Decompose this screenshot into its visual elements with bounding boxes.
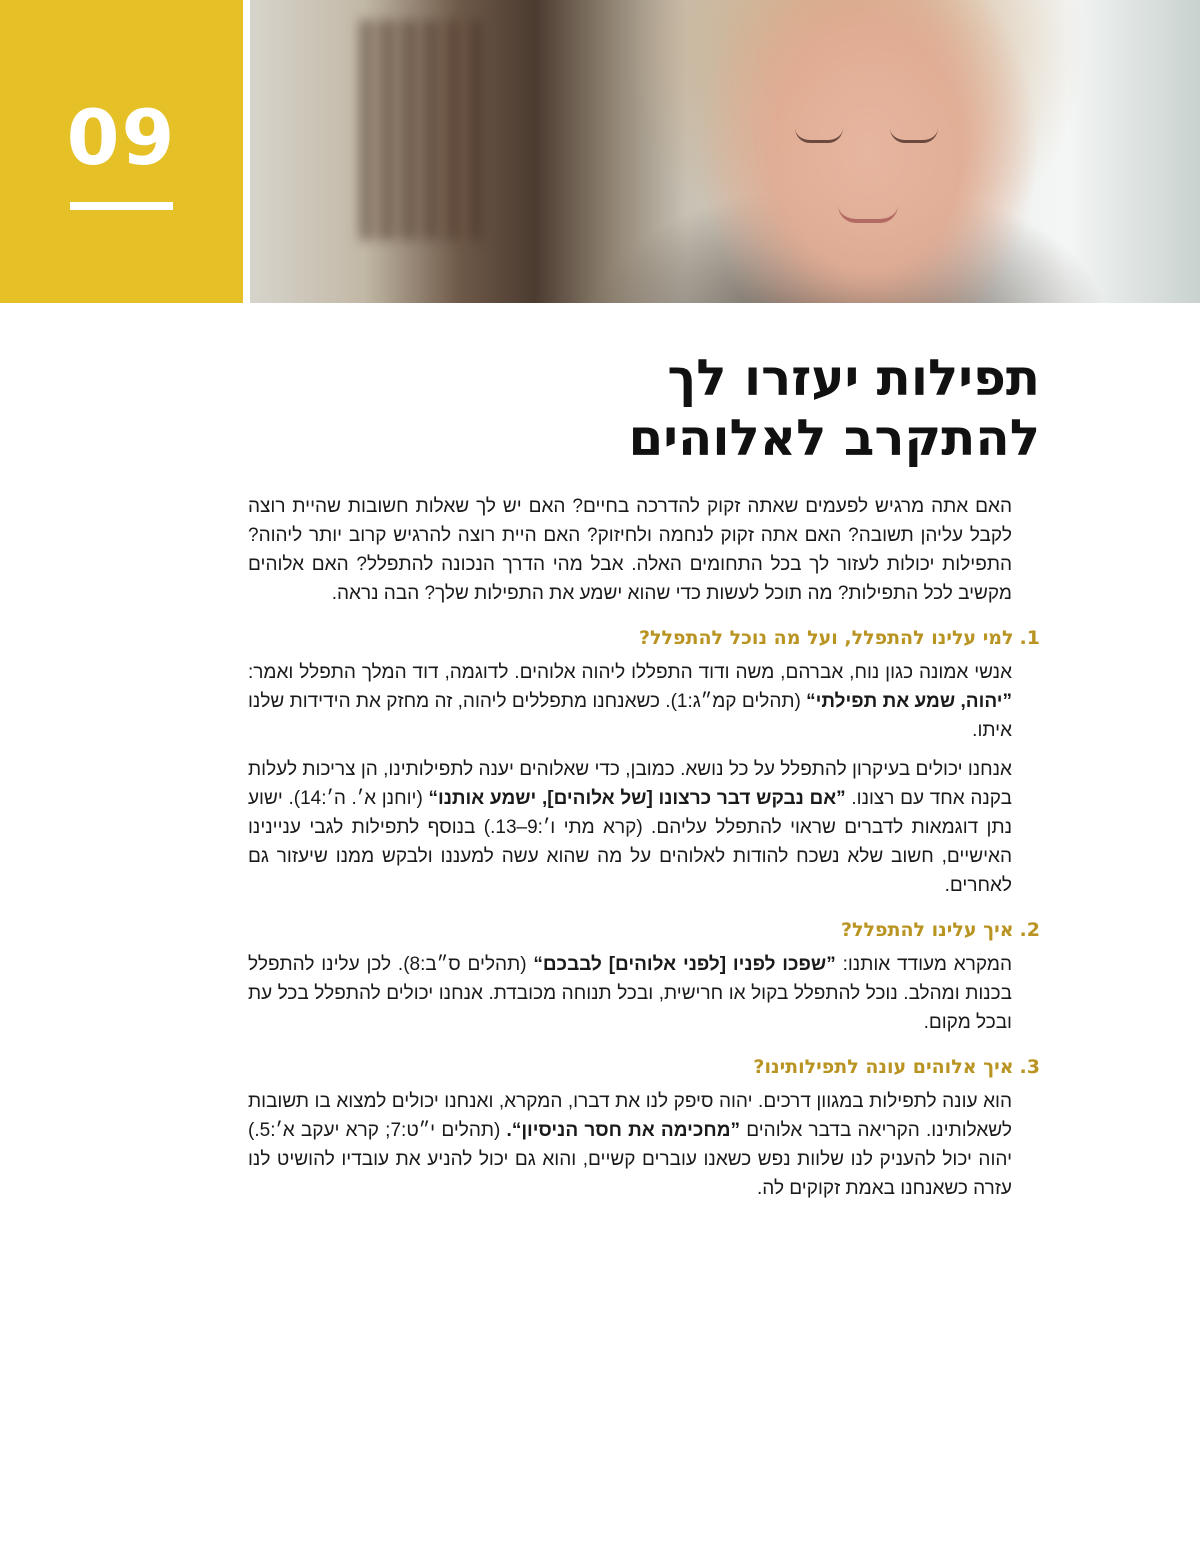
section-2-paragraph-1 <box>248 950 1040 1037</box>
chapter-underline <box>70 202 173 210</box>
chapter-number: 09 <box>66 93 177 182</box>
left-eye <box>795 128 843 143</box>
text: המקרא מעודד אותנו: <box>835 954 1012 975</box>
title-line-1: תפילות יעזרו לך <box>667 349 1040 407</box>
text: אנשי אמונה כגון נוח, אברהם, משה ודוד התפללו ליהוה אלוהים. לדוגמה, דוד המלך התפלל ואמר: <box>248 662 1012 683</box>
section-2-number: 2. <box>1019 919 1040 941</box>
section-2-title <box>248 916 1040 944</box>
section-3-number: 3. <box>1019 1056 1040 1078</box>
quote: ”מחכימה את חסר הניסיון“. <box>506 1120 741 1141</box>
section-3-paragraph-1 <box>248 1087 1040 1203</box>
chapter-number-box <box>0 0 243 303</box>
title-line-2: להתקרב לאלוהים <box>628 409 1040 467</box>
quote: ”אם נבקש דבר כרצונו [של אלוהים], ישמע אותנו“ <box>428 788 846 809</box>
section-1-paragraph-1 <box>248 658 1040 745</box>
text: אנחנו יכולים בעיקרון להתפלל על כל נושא. כמובן, כדי שאלוהים יענה לתפילותינו, הן צריכות לעלות בקנה אחד עם רצונו. <box>248 759 1012 809</box>
quote: ”יהוה, שמע את תפילתי“ <box>806 691 1013 712</box>
text: (תהלים י״ט:7; קרא יעקב א׳:5.) יהוה יכול להעניק לנו שלוות נפש כשאנו עוברים קשיים, והוא גם יכול להניע את עובדיו להושיט לנו עזרה כשאנחנו באמת זקוקים לה. <box>248 1120 1012 1199</box>
text: הוא עונה לתפילות במגוון דרכים. יהוה סיפק לנו את דברו, המקרא, ואנחנו יכולים למצוא בו תשובות לשאלותינו. הקריאה בדבר אלוהים <box>248 1091 1012 1141</box>
right-eye <box>890 128 938 143</box>
section-1-heading: למי עלינו להתפלל, ועל מה נוכל להתפלל? <box>639 627 1014 649</box>
section-3-title <box>248 1053 1040 1081</box>
quote: ”שפכו לפניו [לפני אלוהים] לבבכם“ <box>533 954 836 975</box>
bookshelf-blur <box>360 20 480 240</box>
woman-eyes-closed-photo <box>250 0 1200 303</box>
section-1-title <box>248 624 1040 652</box>
smile <box>838 205 898 223</box>
header-banner <box>0 0 1200 303</box>
article <box>248 348 1040 1213</box>
section-2-heading: איך עלינו להתפלל? <box>841 919 1014 941</box>
section-1-paragraph-2 <box>248 755 1040 900</box>
intro-paragraph: האם אתה מרגיש לפעמים שאתה זקוק להדרכה בחיים? האם יש לך שאלות חשובות שהיית רוצה לקבל עליהן תשובה? האם אתה זקוק לנחמה ולחיזוק? האם היית רוצה להרגיש קרוב יותר ליהוה? התפילות יכולות לעזור לך בכל התחומים האלה. אבל מהי הדרך הנכונה להתפלל? האם אלוהים מקשיב לכל התפילות? מה תוכל לעשות כדי שהוא ישמע את התפילות שלך? הבה נראה. <box>248 496 1012 604</box>
section-3-heading: איך אלוהים עונה לתפילותינו? <box>753 1056 1014 1078</box>
section-1-number: 1. <box>1019 627 1040 649</box>
text: (יוחנן א׳. ה׳:14). ישוע נתן דוגמאות לדברים שראוי להתפלל עליהם. (קרא מתי ו׳:9–13.) בנוסף לתפילות לגבי עניינינו האישיים, חשוב שלא נשכח להודות לאלוהים על מה שהוא עשה למעננו ולבקש ממנו שיעזור גם לאחרים. <box>248 788 1012 896</box>
page-title <box>248 348 1040 468</box>
text: (תהלים ס״ב:8). לכן עלינו להתפלל בכנות ומהלב. נוכל להתפלל בקול או חרישית, ובכל תנוחה מכובדת. אנחנו יכולים להתפלל בכל עת ובכל מקום. <box>248 954 1012 1033</box>
text: (תהלים קמ״ג:1). כשאנחנו מתפללים ליהוה, זה מחזק את הידידות שלנו איתו. <box>248 691 1012 741</box>
